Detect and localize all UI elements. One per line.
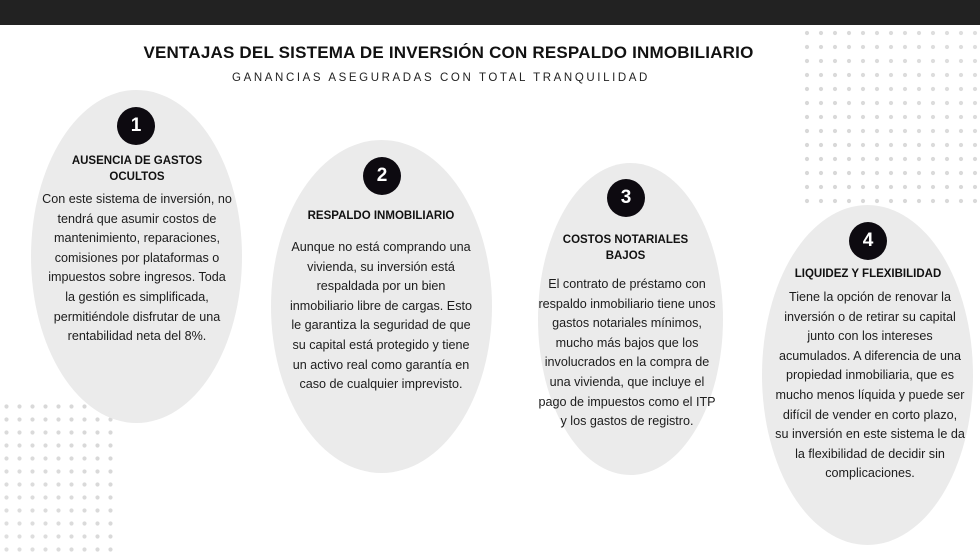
page-subtitle: GANANCIAS ASEGURADAS CON TOTAL TRANQUILIDAD [232,72,650,84]
card-title: RESPALDO INMOBILIARIO [307,210,455,222]
card-title: AUSENCIA DE GASTOS OCULTOS [71,155,203,183]
step-number-badge: 4 [849,222,887,260]
card-body: Aunque no está comprando una vivienda, su inversión está respaldada por un bien inmobiliario libre de cargas. Esto le garantiza la seguridad de que su capital está protegido y tiene un activo real como garantía en caso de cualquier imprevisto. [290,240,472,392]
step-number-badge: 2 [363,157,401,195]
card-title: COSTOS NOTARIALES BAJOS [562,234,689,262]
top-bar [0,0,980,25]
step-number-badge: 3 [607,179,645,217]
card-body: Con este sistema de inversión, no tendrá que asumir costos de mantenimiento, reparaciones, comisiones por plataformas o impuestos sobre ingresos. Toda la gestión es simplificada, permitiéndole disfrutar de una rentabilidad neta del 8%. [42,192,232,344]
card-title: LIQUIDEZ Y FLEXIBILIDAD [794,268,942,280]
card-body: Tiene la opción de renovar la inversión o de retirar su capital junto con los intereses acumulados. A diferencia de una propiedad inmobiliaria, que es mucho menos líquida y puede ser difícil de vender en corto plazo, su inversión en este sistema le da la flexibilidad de decidir sin complicaciones. [775,290,965,481]
page-title: VENTAJAS DEL SISTEMA DE INVERSIÓN CON RESPALDO INMOBILIARIO [143,43,754,62]
step-number-badge: 1 [117,107,155,145]
card-body: El contrato de préstamo con respaldo inmobiliario tiene unos gastos notariales mínimos, mucho más bajos que los involucrados en la compra de una vivienda, que incluye el pago de impuestos como el ITP y los gastos de registro. [538,277,716,429]
dot-pattern-bottom-left [0,400,120,552]
